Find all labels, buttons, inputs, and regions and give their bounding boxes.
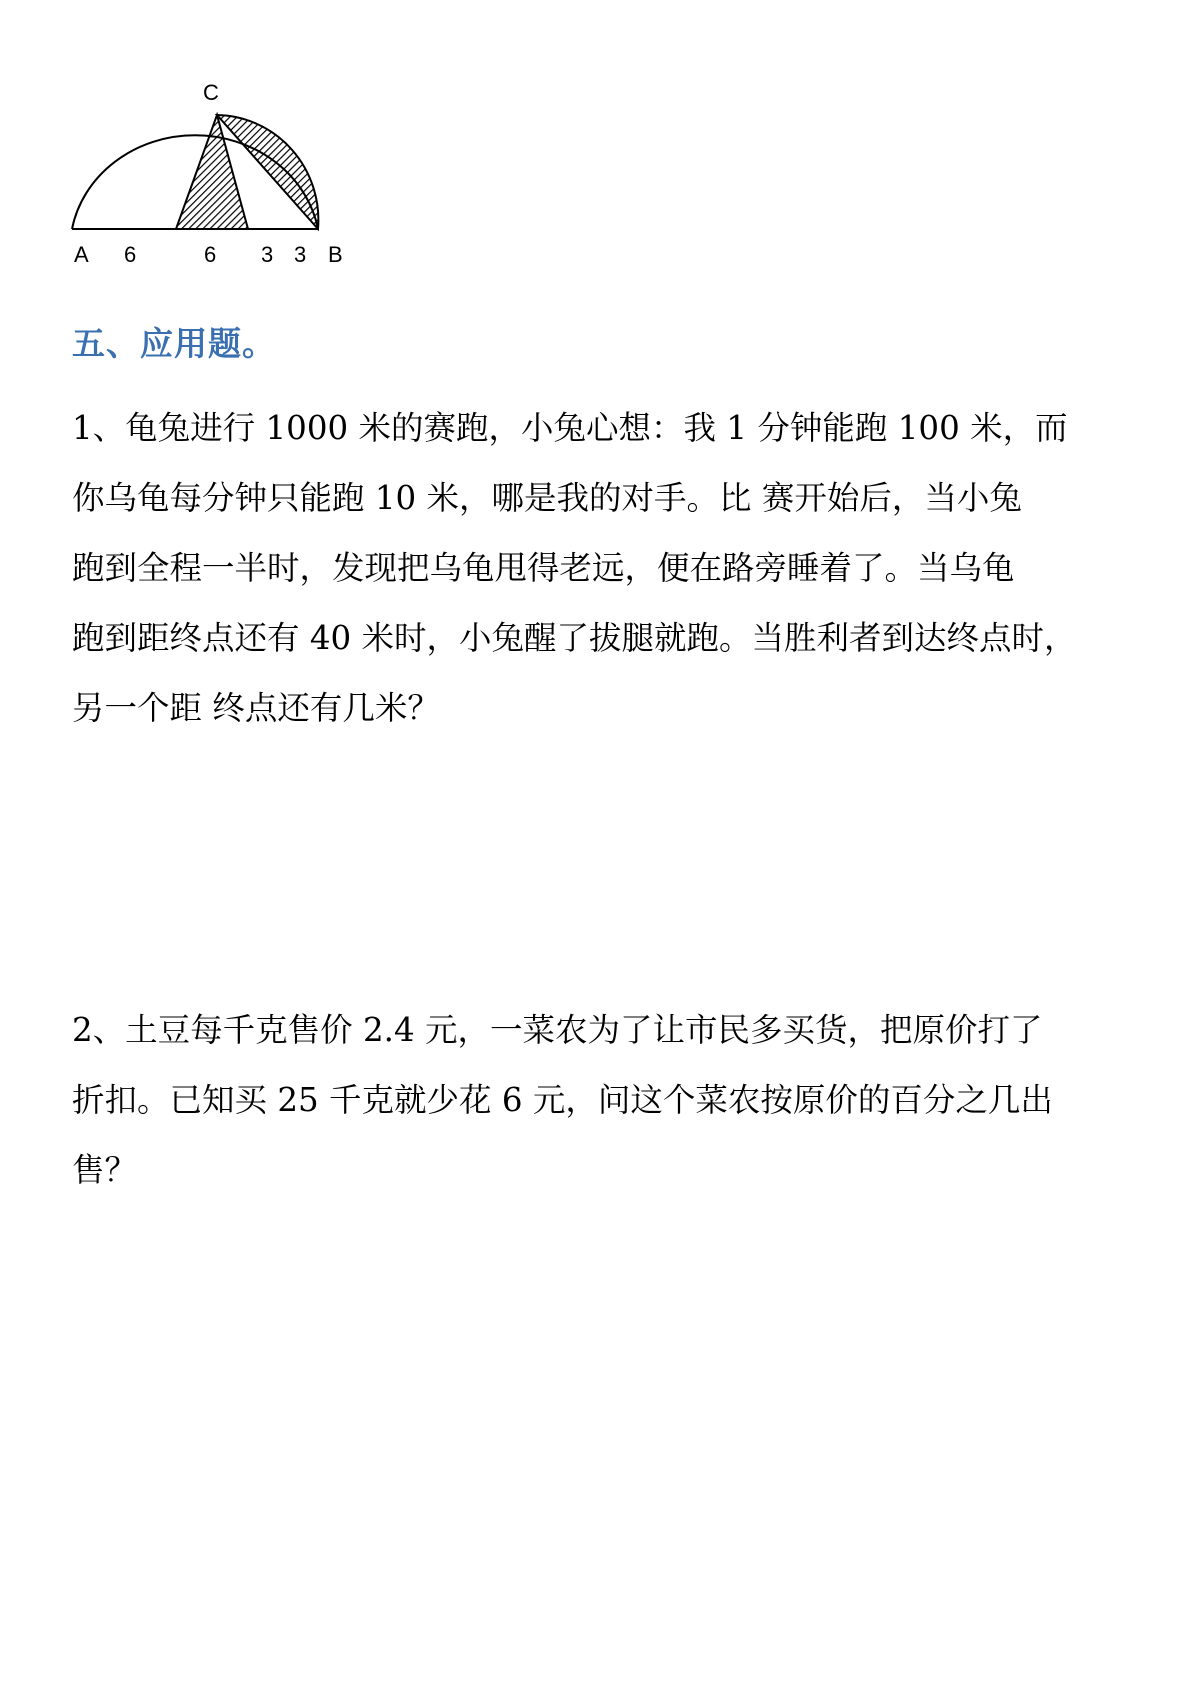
problem-1-line-3: 跑到全程一半时，发现把乌龟甩得老远，便在路旁睡着了。当乌龟: [72, 549, 1015, 587]
point-label-a: A: [74, 242, 89, 267]
problem-1-line-5: 另一个距 终点还有几米？: [72, 689, 440, 727]
problem-2-line-3: 售？: [72, 1151, 138, 1189]
problem-1-line-4: 跑到距终点还有 40 米时，小兔醒了拔腿就跑。当胜利者到达终点时，: [72, 619, 1077, 657]
segment-label-4: 3: [294, 242, 307, 267]
segment-label-2: 6: [204, 242, 217, 267]
problem-1-line-1: 1、龟兔进行 1000 米的赛跑，小兔心想：我 1 分钟能跑 100 米，而: [72, 409, 1068, 447]
problem-2: [72, 995, 1122, 1205]
segment-label-3: 3: [261, 242, 274, 267]
problem-2-line-2: 折扣。已知买 25 千克就少花 6 元，问这个菜农按原价的百分之几出: [72, 1081, 1053, 1119]
segment-label-1: 6: [124, 242, 137, 267]
semicircle-figure: [70, 78, 360, 293]
section-title: 五、应用题。: [72, 324, 276, 363]
problem-2-line-1: 2、土豆每千克售价 2.4 元，一菜农为了让市民多买货，把原价打了: [72, 1011, 1043, 1049]
problem-1: [72, 393, 1122, 743]
semicircle-diagram: [70, 78, 360, 293]
point-label-c: C: [203, 80, 219, 105]
point-label-b: B: [328, 242, 343, 267]
problem-1-line-2: 你乌龟每分钟只能跑 10 米，哪是我的对手。比 赛开始后，当小兔: [72, 479, 1022, 517]
